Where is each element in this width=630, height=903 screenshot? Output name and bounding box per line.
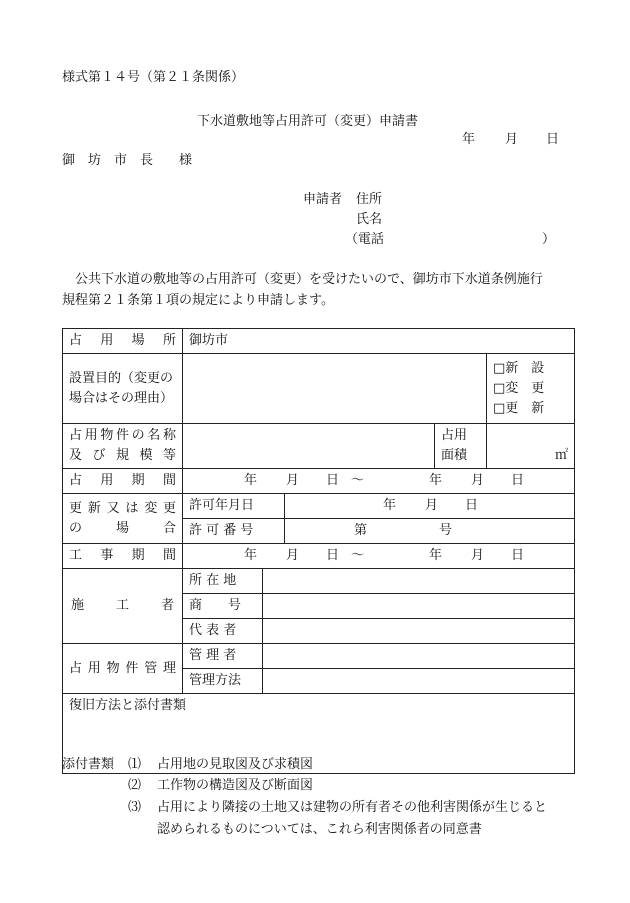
period-label: 占 用 期 間 <box>63 469 183 494</box>
renewal-label: 更 新 又 は 変 更 の 場 合 <box>63 494 183 544</box>
object-value[interactable] <box>183 424 435 469</box>
permit-number-label: 許 可 番 号 <box>183 519 285 544</box>
restoration-label: 復旧方法と添付書類 <box>69 698 187 713</box>
date-month: 月 <box>505 132 519 147</box>
representative-label: 代 表 者 <box>183 619 263 644</box>
representative-value[interactable] <box>263 619 575 644</box>
attachment-text-3: 占用により隣接の土地又は建物の所有者その他利害関係が生じると <box>157 800 548 815</box>
management-method-value[interactable] <box>263 669 575 694</box>
permit-date-label: 許可年月日 <box>183 494 285 519</box>
attachment-text-1: 占用地の見取図及び求積図 <box>157 757 314 772</box>
attachments-label: 添付書類 <box>62 757 115 772</box>
place-label: 占 用 場 所 <box>63 329 183 354</box>
manager-value[interactable] <box>263 644 575 669</box>
applicant-phone-open: （電話 <box>345 232 385 247</box>
area-label: 占用 面積 <box>435 424 487 469</box>
attachment-num-2: ⑵ <box>128 778 142 793</box>
place-value: 御坊市 <box>183 329 575 354</box>
permit-number-value[interactable]: 第 号 <box>285 519 575 544</box>
location-label: 所 在 地 <box>183 569 263 594</box>
form-number: 様式第１４号（第２１条関係） <box>62 70 245 85</box>
attachment-num-1: ⑴ <box>128 757 142 772</box>
work-period-label: 工 事 期 間 <box>63 544 183 569</box>
permit-date-value[interactable]: 年 月 日 <box>285 494 575 519</box>
attachment-num-3: ⑶ <box>128 800 142 815</box>
period-value[interactable]: 年 月 日 ～ 年 月 日 <box>183 469 575 494</box>
work-period-value[interactable]: 年 月 日 ～ 年 月 日 <box>183 544 575 569</box>
contractor-label: 施 工 者 <box>63 569 183 644</box>
attachment-text-2: 工作物の構造図及び断面図 <box>157 778 314 793</box>
attachment-continuation: 認められるものについては、これら利害関係者の同意書 <box>157 822 482 837</box>
object-label: 占 用 物 件 の 名 称 及 び 規 模 等 <box>63 424 183 469</box>
location-value[interactable] <box>263 569 575 594</box>
applicant-address-label: 住所 <box>356 192 383 207</box>
check-new[interactable]: □新 設 <box>493 360 545 376</box>
date-year: 年 <box>462 132 476 147</box>
purpose-checkboxes[interactable] <box>487 354 575 424</box>
check-renewal[interactable]: □更 新 <box>493 400 545 416</box>
management-method-label: 管理方法 <box>183 669 263 694</box>
manager-label: 管 理 者 <box>183 644 263 669</box>
purpose-label: 設置目的（変更の 場合はその理由） <box>63 354 183 424</box>
trade-name-label: 商 号 <box>183 594 263 619</box>
applicant-name-label: 氏名 <box>356 212 383 227</box>
purpose-value[interactable] <box>183 354 487 424</box>
intro-line-2: 規程第２１条第１項の規定により申請します。 <box>62 293 334 308</box>
page-title: 下水道敷地等占用許可（変更）申請書 <box>197 114 419 129</box>
application-table <box>62 328 575 774</box>
applicant-label: 申請者 <box>303 192 343 207</box>
trade-name-value[interactable] <box>263 594 575 619</box>
check-change[interactable]: □変 更 <box>493 380 545 396</box>
date-day: 日 <box>546 132 560 147</box>
management-label: 占 用 物 件 管 理 <box>63 644 183 694</box>
area-unit: ㎡ <box>487 424 575 469</box>
applicant-phone-close: ） <box>542 232 556 247</box>
intro-line-1: 公共下水道の敷地等の占用許可（変更）を受けたいので、御坊市下水道条例施行 <box>62 272 543 287</box>
addressee: 御 坊 市 長 様 <box>62 153 193 168</box>
